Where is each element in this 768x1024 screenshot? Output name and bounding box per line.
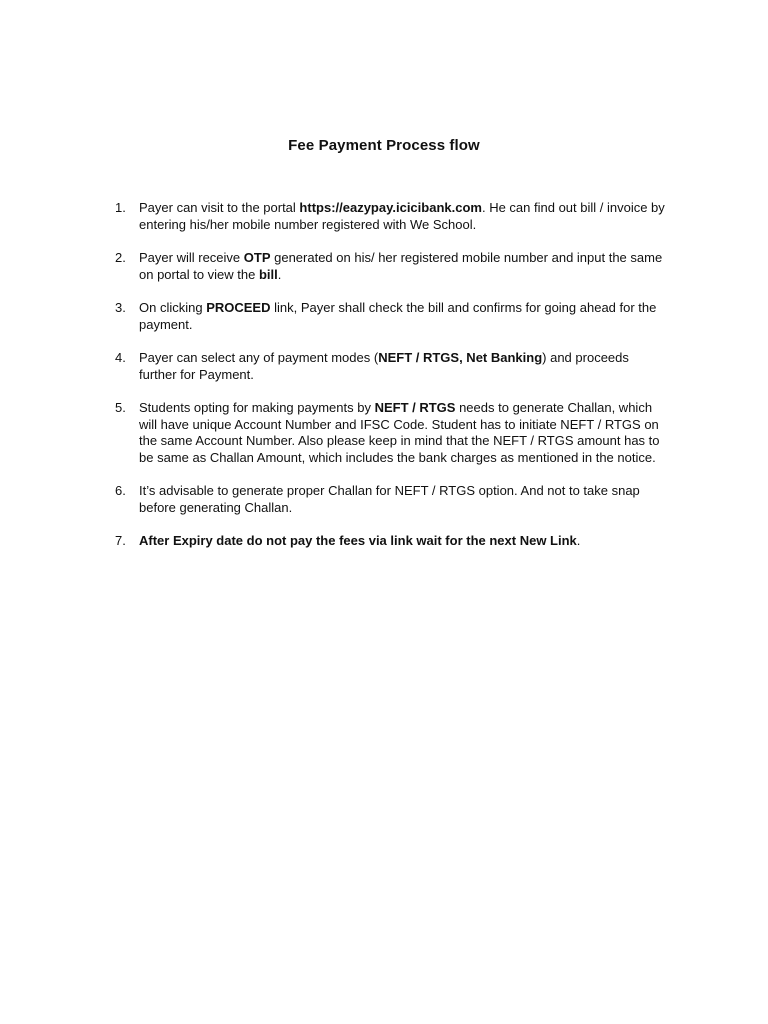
step-text [139,400,660,465]
list-item [110,533,670,550]
text-run: needs to generate Challan, which will have unique Account Number and IFSC Code. Student has to initiate NEFT / RTGS on the same Account Number. Also please keep in mind that the NEFT / RTGS amount has to be same as Challan Amount, which includes the bank charges as mentioned in the notice. [139,400,660,465]
text-run: link, Payer shall check the bill and confirms for going ahead for the payment. [139,300,657,332]
bold-text: OTP [243,250,271,265]
list-item [110,250,670,283]
step-number: 5. [115,400,126,415]
text-run: generated on his/ her registered mobile number and input the same on portal to view the [139,250,663,282]
list-item [110,300,670,333]
step-number: 4. [115,350,126,365]
bold-text: PROCEED [206,300,271,315]
text-run: Payer will receive [139,250,244,265]
text-run: . [576,533,581,548]
list-item [110,200,670,233]
text-run: ) and proceeds further for Payment. [139,350,629,382]
bold-text: NEFT / RTGS [374,400,456,415]
text-run: Payer can visit to the portal [139,200,300,215]
text-run: Payer can select any of payment modes ( [139,350,379,365]
bold-text: https://eazypay.icicibank.com [299,200,482,215]
step-number: 6. [115,483,126,498]
step-number: 1. [115,200,126,215]
bold-text: bill [258,266,278,282]
step-number: 3. [115,300,126,315]
step-text [139,483,640,515]
step-text [139,533,580,548]
text-run: . He can find out bill / invoice by entering his/her mobile number registered with We School. [139,200,665,232]
list-item [110,400,670,466]
text-run: On clicking [139,300,207,315]
text-run: . [277,266,282,282]
step-text [139,200,665,232]
list-item [110,483,670,516]
bold-text: NEFT / RTGS, Net Banking [378,350,543,365]
list-item [110,350,670,383]
step-text [139,350,629,382]
text-run: It’s advisable to generate proper Challan for NEFT / RTGS option. And not to take snap before generating Challan. [139,483,640,515]
step-text [139,300,656,332]
step-text [139,250,662,282]
process-steps-list [110,200,670,567]
text-run: Students opting for making payments by [139,400,375,415]
bold-text: After Expiry date do not pay the fees via link wait for the next New Link [139,533,577,548]
step-number: 7. [115,533,126,548]
page-title: Fee Payment Process flow [288,137,480,154]
step-number: 2. [115,250,126,265]
